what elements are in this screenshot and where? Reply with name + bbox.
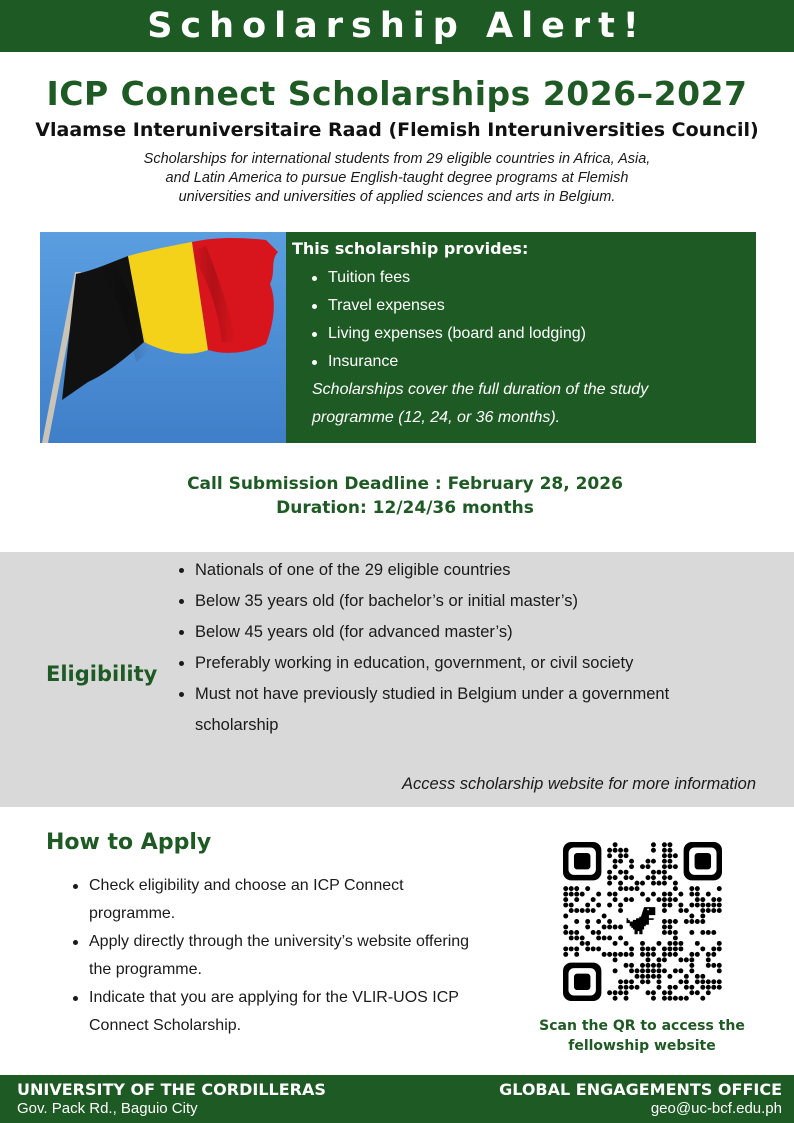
provides-list [292, 264, 750, 376]
list-item: Check eligibility and choose an ICP Connect programme. [89, 872, 489, 928]
deadline-block [0, 472, 794, 520]
office-name: GLOBAL ENGAGEMENTS OFFICE [499, 1080, 782, 1099]
list-item: Travel expenses [328, 292, 750, 320]
page-title: ICP Connect Scholarships 2026–2027 [46, 74, 748, 113]
how-to-apply-heading: How to Apply [46, 830, 212, 855]
list-item: Tuition fees [328, 264, 750, 292]
scholarship-provides-panel [286, 232, 756, 443]
submission-deadline: Call Submission Deadline : February 28, 2026 [187, 474, 623, 494]
footer-university [17, 1080, 326, 1118]
list-item: Below 35 years old (for bachelor’s or initial master’s) [195, 586, 755, 617]
eligibility-section [0, 552, 794, 807]
belgian-flag-photo [40, 232, 286, 443]
more-info-note: Access scholarship website for more information [402, 775, 756, 793]
intro-line: and Latin America to pursue English-taught degree programs at Flemish [165, 170, 629, 186]
program-duration: Duration: 12/24/36 months [276, 498, 534, 518]
qr-code-image [563, 842, 722, 1001]
list-item: Insurance [328, 348, 750, 376]
qr-caption-line: Scan the QR to access the [539, 1018, 745, 1034]
note-line: programme (12, 24, or 36 months). [312, 409, 561, 426]
list-item: Below 45 years old (for advanced master’s) [195, 617, 755, 648]
intro-line: universities and universities of applied sciences and arts in Belgium. [178, 189, 616, 205]
list-item: Preferably working in education, government, or civil society [195, 648, 755, 679]
note-line: Scholarships cover the full duration of the study [312, 381, 649, 398]
list-item: Nationals of one of the 29 eligible countries [195, 555, 755, 586]
scholarship-alert-banner: Scholarship Alert! [0, 0, 794, 52]
eligibility-list [195, 555, 755, 741]
list-item: Apply directly through the university’s website offering the programme. [89, 928, 489, 984]
list-item: Living expenses (board and lodging) [328, 320, 750, 348]
list-item: Indicate that you are applying for the VLIR-UOS ICP Connect Scholarship. [89, 984, 489, 1040]
apply-steps-list [89, 872, 489, 1040]
qr-caption [527, 1016, 757, 1056]
dinosaur-icon [627, 907, 656, 934]
eligibility-label: Eligibility [46, 662, 158, 686]
list-item: Must not have previously studied in Belgium under a government scholarship [195, 679, 755, 741]
qr-code[interactable] [563, 842, 722, 1001]
intro-paragraph [90, 150, 704, 207]
university-address: Gov. Pack Rd., Baguio City [17, 1100, 198, 1117]
provides-heading: This scholarship provides: [292, 239, 529, 258]
qr-caption-line: fellowship website [568, 1038, 716, 1054]
belgian-flag-image [40, 232, 286, 443]
intro-line: Scholarships for international students from 29 eligible countries in Africa, Asia, [143, 151, 651, 167]
office-email[interactable]: geo@uc-bcf.edu.ph [650, 1100, 782, 1117]
duration-note [292, 376, 750, 432]
council-subtitle: Vlaamse Interuniversitaire Raad (Flemish Interuniversities Council) [35, 119, 759, 141]
university-name: UNIVERSITY OF THE CORDILLERAS [17, 1080, 326, 1099]
footer-office [499, 1080, 782, 1118]
footer [0, 1075, 794, 1123]
